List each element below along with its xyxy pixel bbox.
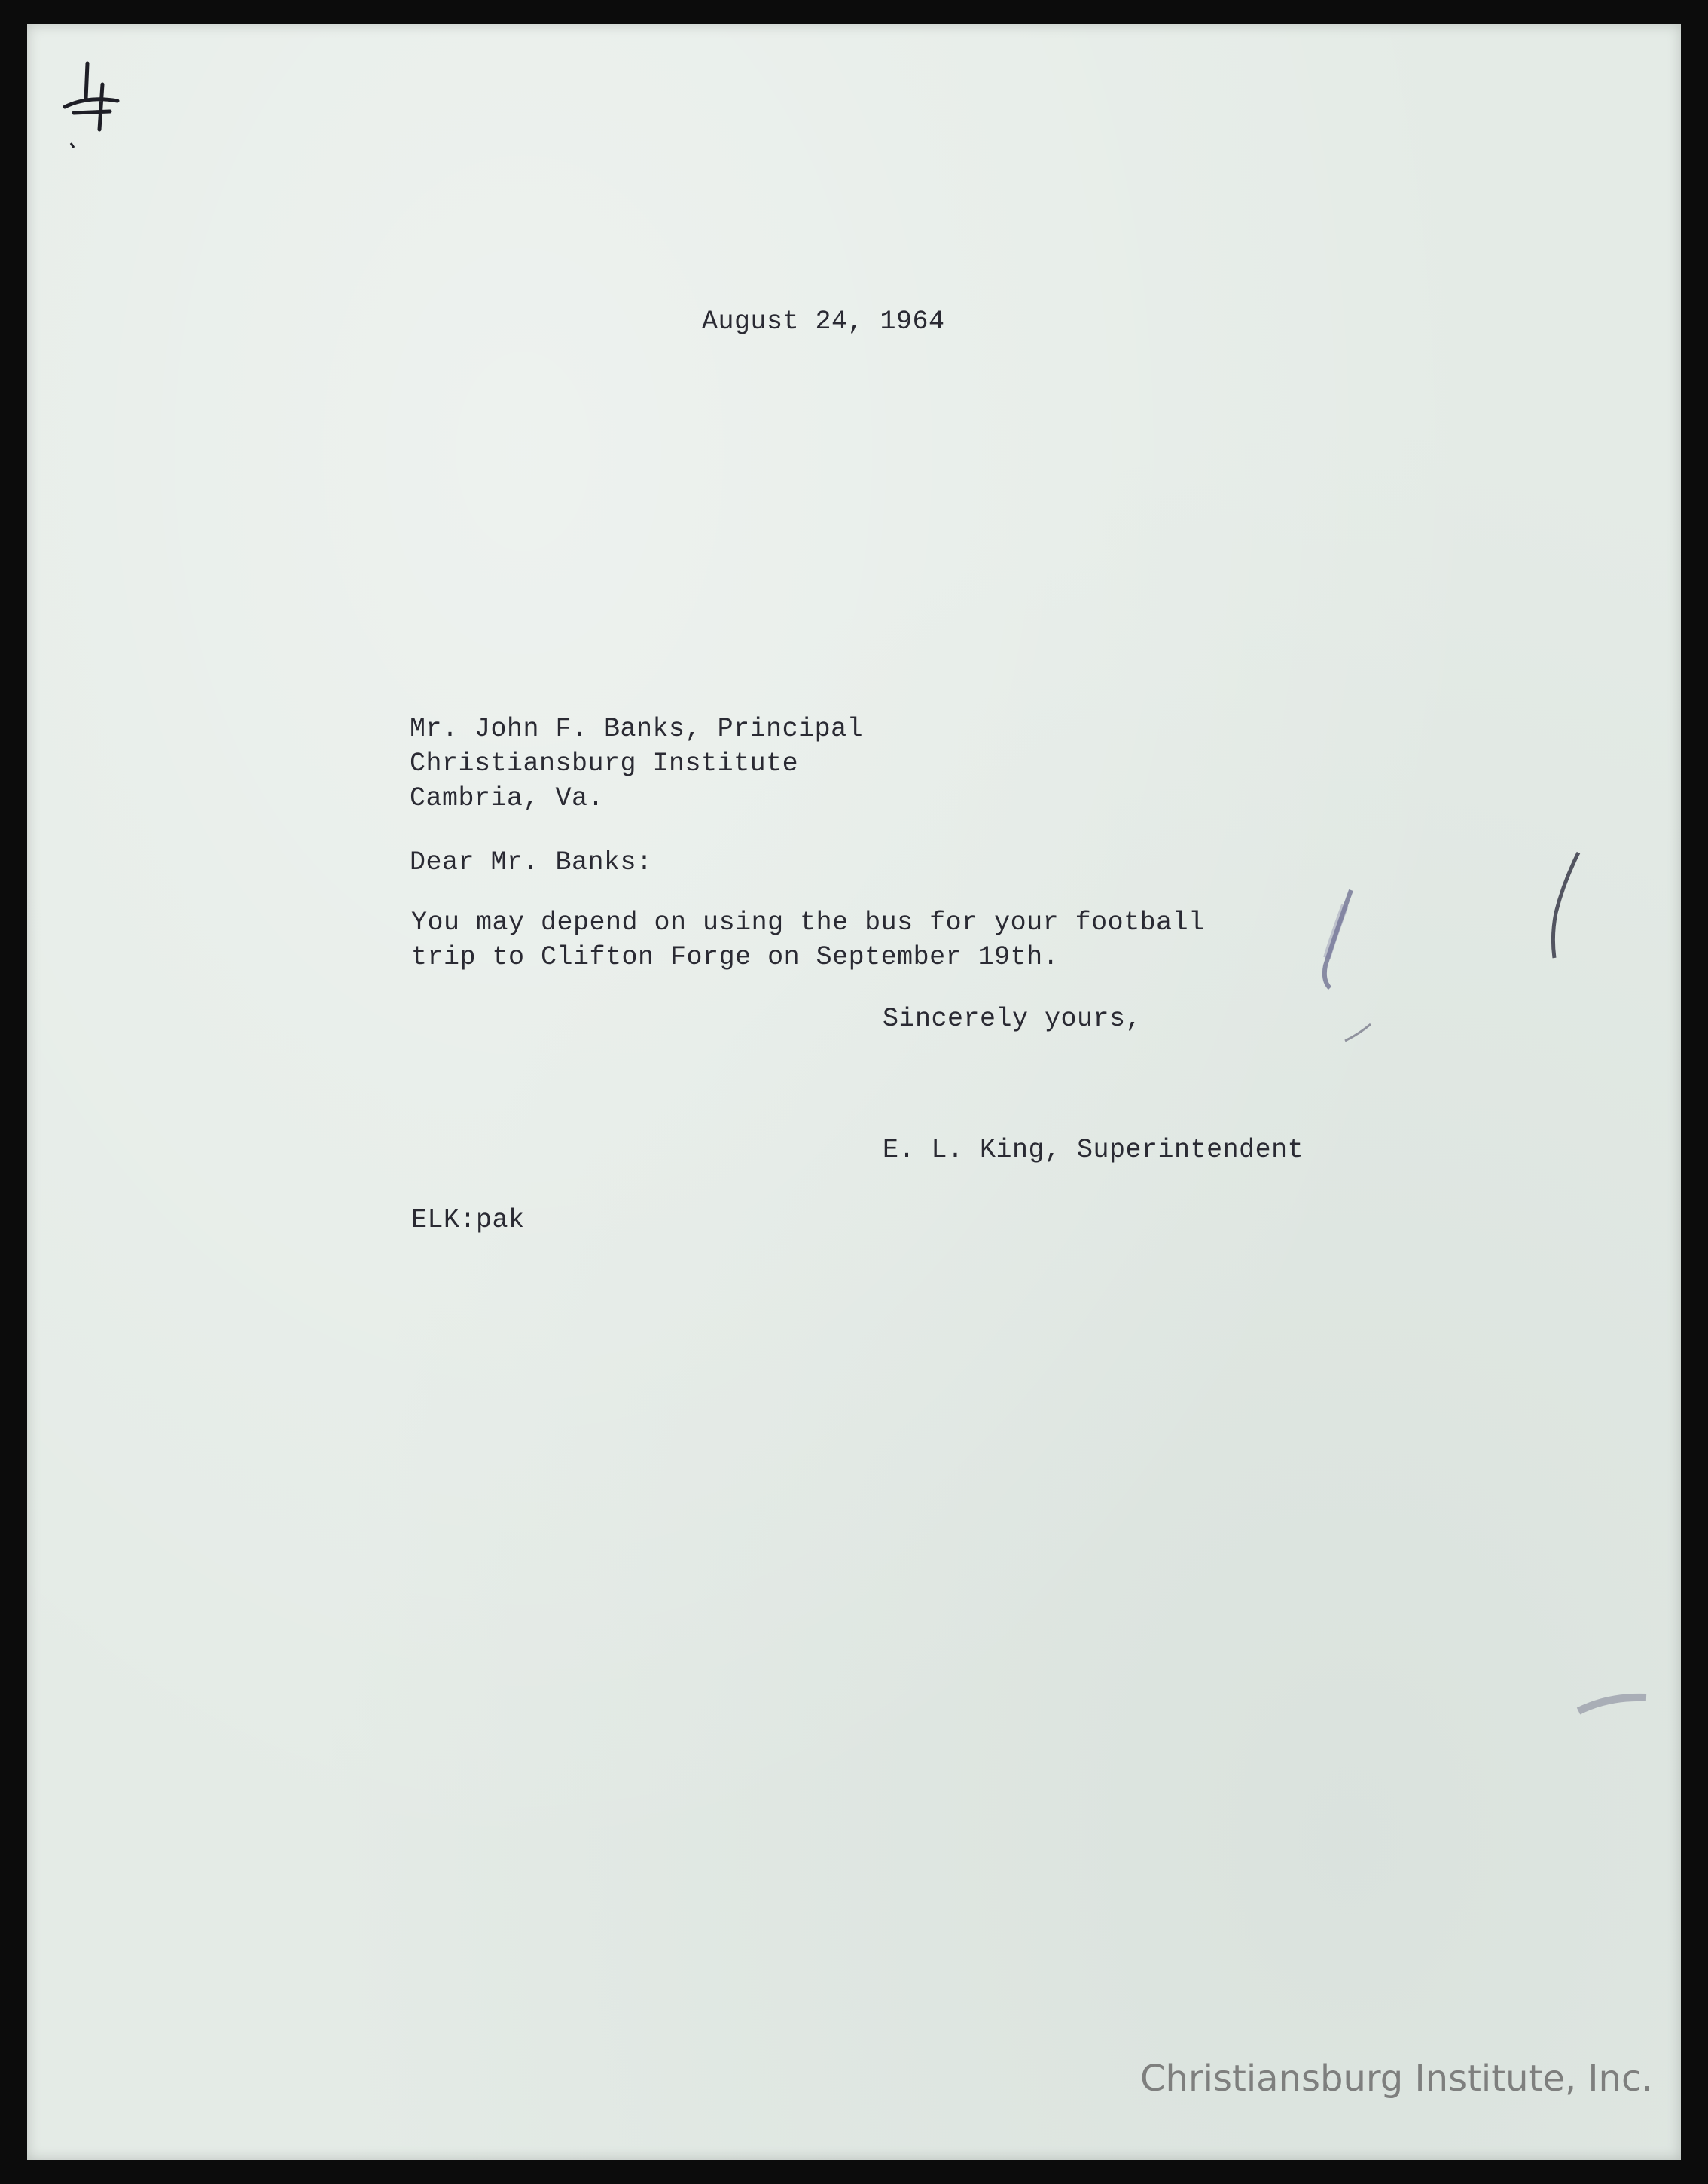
reference-initials: ELK:pak xyxy=(411,1205,525,1235)
archive-watermark: Christiansburg Institute, Inc. xyxy=(1140,2057,1653,2100)
letter-body xyxy=(411,905,1205,975)
handwritten-mark-icon xyxy=(57,54,148,160)
recipient-institution-line: Christiansburg Institute xyxy=(410,749,799,779)
recipient-address xyxy=(410,712,863,816)
letter-signature: E. L. King, Superintendent xyxy=(883,1135,1304,1165)
recipient-location-line: Cambria, Va. xyxy=(410,783,605,813)
letter-body-line: trip to Clifton Forge on September 19th. xyxy=(411,942,1060,972)
letter-date: August 24, 1964 xyxy=(702,307,945,337)
recipient-name-line: Mr. John F. Banks, Principal xyxy=(410,714,864,744)
letter-closing: Sincerely yours, xyxy=(883,1004,1142,1034)
ink-smudge-icon xyxy=(1292,883,1383,1063)
ink-smudge-icon xyxy=(1533,845,1594,981)
letter-body-line: You may depend on using the bus for your football xyxy=(411,907,1205,938)
letter-page xyxy=(27,24,1681,2160)
letter-salutation: Dear Mr. Banks: xyxy=(410,847,653,877)
ink-smudge-icon xyxy=(1571,1681,1654,1726)
